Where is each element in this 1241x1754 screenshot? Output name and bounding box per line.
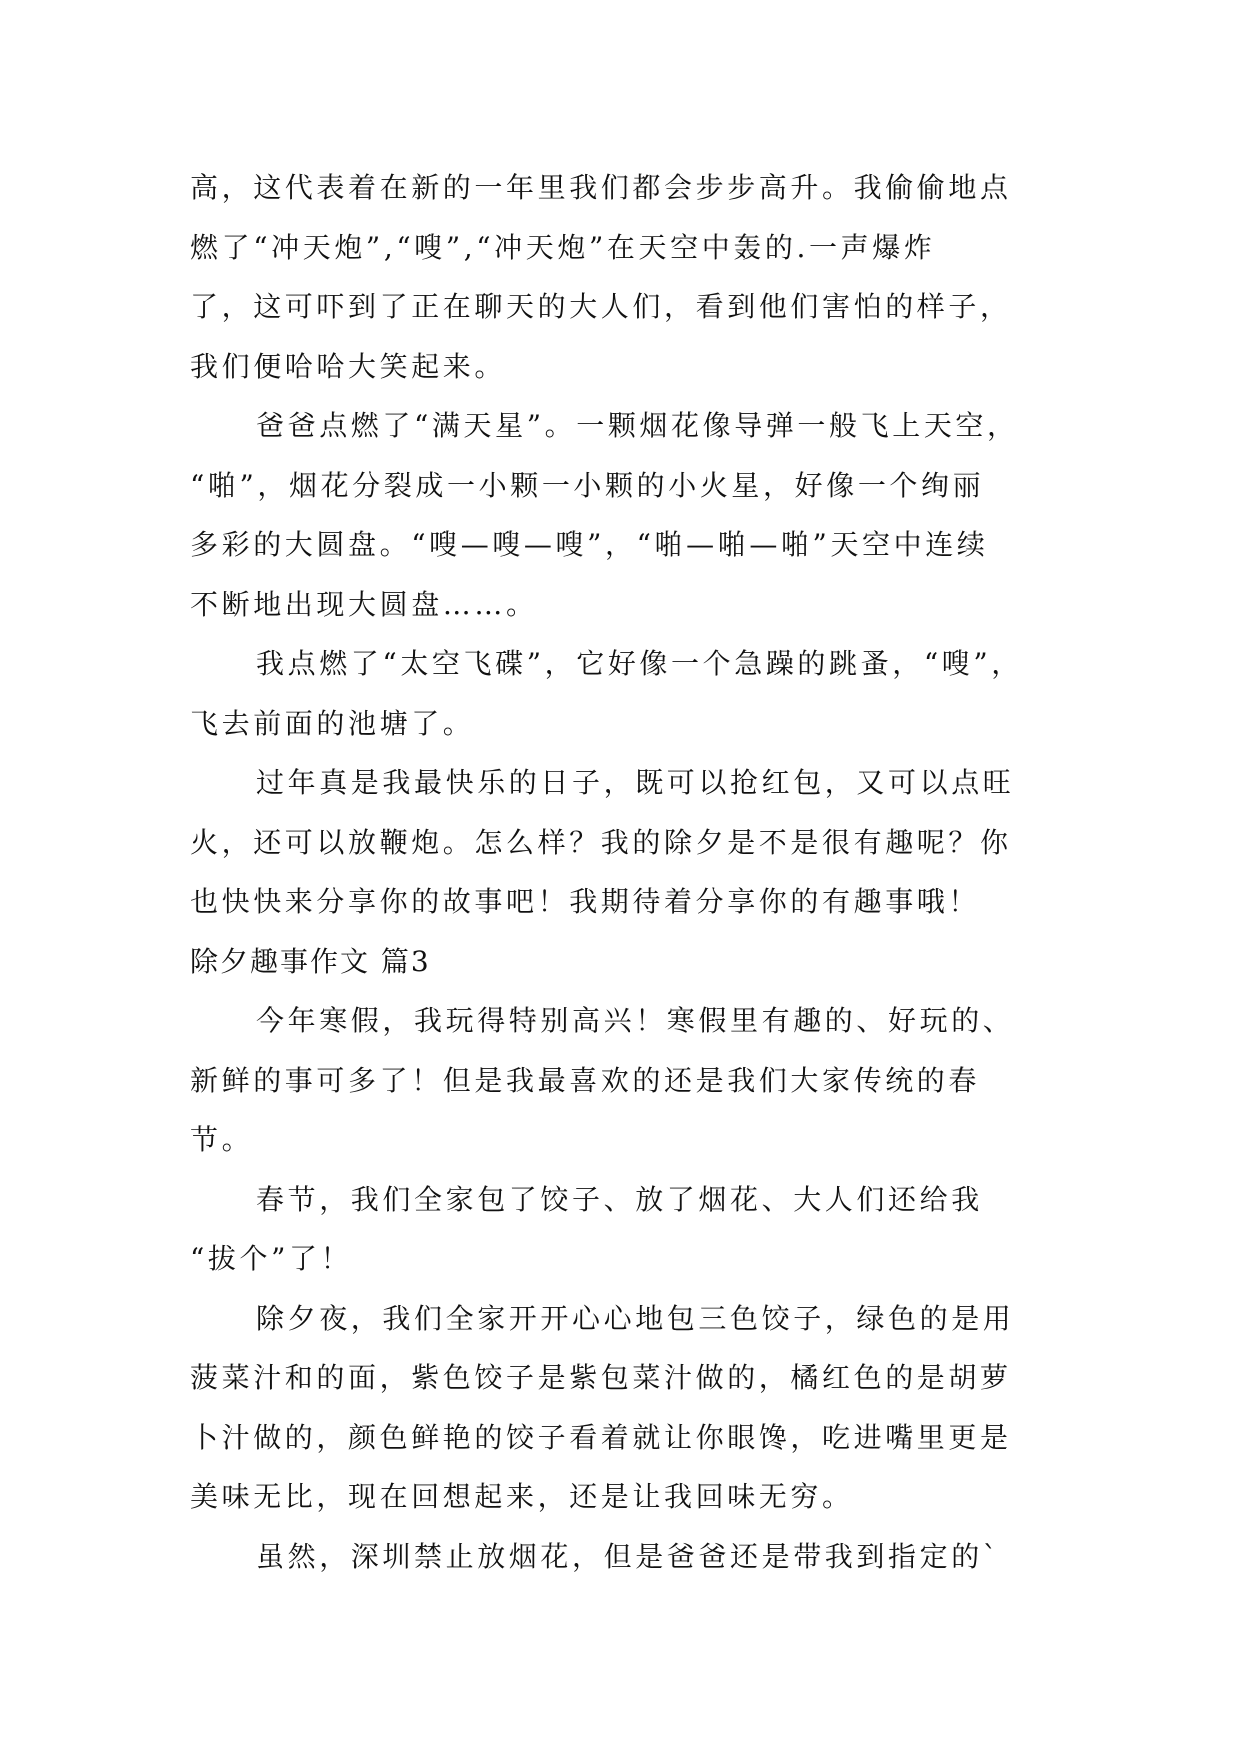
text-line: 美味无比，现在回想起来，还是让我回味无穷。	[190, 1480, 854, 1513]
paragraph-start-line: 春节，我们全家包了饺子、放了烟花、大人们还给我	[256, 1182, 983, 1216]
paragraph-start-line: 过年真是我最快乐的日子，既可以抢红包，又可以点旺	[256, 766, 1015, 799]
text-line: 新鲜的事可多了！但是我最喜欢的还是我们大家传统的春	[190, 1063, 981, 1097]
text-line: “拔个”了！	[190, 1242, 353, 1275]
document-body	[190, 158, 1090, 1586]
paragraph-start-line: 我点燃了“太空飞碟”，它好像一个急躁的跳蚤，“嗖”，	[256, 647, 1023, 680]
text-line: 多彩的大圆盘。“嗖—嗖—嗖”，“啪—啪—啪”天空中连续	[190, 528, 989, 561]
paragraph-start-line: 虽然，深圳禁止放烟花，但是爸爸还是带我到指定的`	[256, 1539, 1001, 1573]
text-line: 节。	[190, 1123, 254, 1156]
text-line: 了，这可吓到了正在聊天的大人们，看到他们害怕的样子，	[190, 290, 1012, 323]
text-line: 高，这代表着在新的一年里我们都会步步高升。我偷偷地点	[190, 171, 1012, 204]
text-line: 飞去前面的池塘了。	[190, 706, 475, 740]
section-heading: 除夕趣事作文 篇3	[190, 944, 431, 978]
text-line: 火，还可以放鞭炮。怎么样？我的除夕是不是很有趣呢？你	[190, 825, 1012, 859]
text-line: 我们便哈哈大笑起来。	[190, 349, 507, 383]
text-line: “啪”，烟花分裂成一小颗一小颗的小火星，好像一个绚丽	[190, 468, 985, 502]
paragraph-start-line: 除夕夜，我们全家开开心心地包三色饺子，绿色的是用	[256, 1301, 1015, 1335]
paragraph-start-line: 爸爸点燃了“满天星”。一颗烟花像导弹一般飞上天空，	[256, 409, 1019, 442]
text-line: 菠菜汁和的面，紫色饺子是紫包菜汁做的，橘红色的是胡萝	[190, 1361, 1012, 1394]
text-line: 燃了“冲天炮”,“嗖”,“冲天炮”在天空中轰的.一声爆炸	[190, 230, 936, 264]
text-line: 卜汁做的，颜色鲜艳的饺子看着就让你眼馋，吃进嘴里更是	[190, 1420, 1012, 1454]
text-line: 不断地出现大圆盘……。	[190, 587, 538, 621]
text-line: 也快快来分享你的故事吧！我期待着分享你的有趣事哦！	[190, 885, 981, 918]
paragraph-start-line: 今年寒假，我玩得特别高兴！寒假里有趣的、好玩的、	[256, 1004, 1015, 1037]
